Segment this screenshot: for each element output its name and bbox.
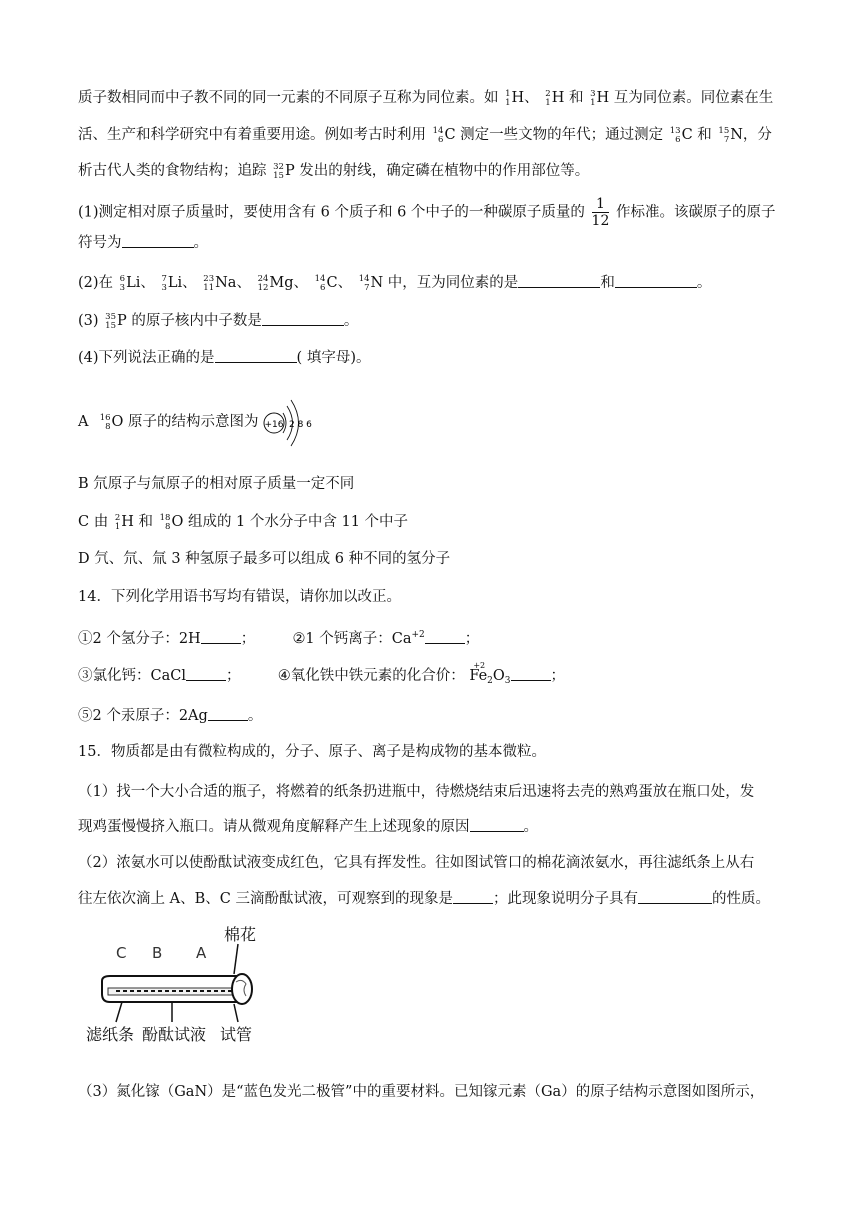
label-b: B [152, 944, 163, 962]
isotope-32p: 32 15 P 发出的射线，确定磷在植物中的作用部位等。 [273, 162, 590, 181]
oxygen-atom-structure-diagram [258, 396, 322, 450]
question-14-row-3: ⑤2 个汞原子：2Ag 。 [78, 708, 263, 724]
answer-blank[interactable] [122, 235, 194, 248]
answer-blank[interactable] [511, 668, 551, 681]
answer-blank[interactable] [215, 350, 297, 363]
question-15-part3: （3）氮化镓（GaN）是“蓝色发光二极管”中的重要材料。已知镓元素（Ga）的原子结构示意图如图所示， [78, 1084, 765, 1100]
answer-blank[interactable] [470, 819, 524, 832]
question-1-line-2: 符号为 。 [78, 235, 208, 251]
answer-blank[interactable] [453, 891, 493, 904]
isotope-1h: 1 1 H、 [505, 89, 539, 108]
question-4: (4)下列说法正确的是 ( 填字母)。 [78, 350, 371, 366]
isotope-24mg: 24 12 Mg、 [257, 274, 309, 293]
isotope-18o: 18 8 O 组成的 1 个水分子中含 11 个中子 [159, 513, 409, 532]
answer-blank[interactable] [518, 275, 600, 288]
isotope-23na: 23 11 Na、 [203, 274, 251, 293]
isotope-2h-c: 2 1 H 和 [114, 513, 154, 532]
label-filter-paper: 滤纸条 [86, 1025, 135, 1044]
nucleus-charge: +16 [264, 420, 284, 430]
isotope-35p: 35 15 P 的原子核内中子数是 [105, 312, 262, 331]
question-15-part2-line1: （2）浓氨水可以使酚酞试液变成红色，它具有挥发性。往如图试管口的棉花滴浓氨水，再往滤纸条上从右 [78, 855, 755, 871]
question-1-line-1: (1)测定相对原子质量时，要使用含有 6 个质子和 6 个中子的一种碳原子质量的 $\frac{1}{12}$ 作标准。该碳原子的原子 [78, 196, 776, 229]
label-test-tube: 试管 [220, 1025, 253, 1044]
question-15-part1-line1: （1）找一个大小合适的瓶子，将燃着的纸条扔进瓶中，待燃烧结束后迅速将去壳的熟鸡蛋放在瓶口处，发 [78, 784, 755, 800]
test-tube-figure [86, 918, 276, 1058]
answer-blank[interactable] [186, 668, 226, 681]
question-15-part2-line2: 往左依次滴上 A、B、C 三滴酚酞试液，可观察到的现象是 ；此现象说明分子具有 的性质。 [78, 891, 770, 907]
fe2o3-formula: +2 $Fe_2O_3$ [469, 661, 511, 686]
question-3: (3) 35 15 P 的原子核内中子数是 。 [78, 312, 359, 331]
label-a: A [196, 944, 207, 962]
answer-blank[interactable] [638, 891, 712, 904]
isotope-16o: 16 8 O 原子的结构示意图为 [99, 413, 259, 432]
label-cotton: 棉花 [224, 925, 257, 944]
intro-line-3: 析古代人类的食物结构；追踪 32 15 P 发出的射线，确定磷在植物中的作用部位等。 [78, 162, 590, 181]
isotope-14n: 14 7 N 中，互为同位素的是 [358, 274, 519, 293]
question-15-part1-line2: 现鸡蛋慢慢挤入瓶口。请从微观角度解释产生上述现象的原因 。 [78, 819, 538, 835]
intro-line-1: 质子数相同而中子教不同的同一元素的不同原子互称为同位素。如 1 1 H、 2 1 H 和 3 1 H 互为同位素。同位素在生 [78, 89, 774, 108]
answer-blank[interactable] [425, 631, 465, 644]
question-14-row-1: ①2 个氢分子：2H ； ②1 个钙离子：$Ca^{+2}$ ； [78, 630, 480, 647]
isotope-7li: 7 3 Li、 [161, 274, 197, 293]
option-d: D 氕、氘、氚 3 种氢原子最多可以组成 6 种不同的氢分子 [78, 551, 451, 567]
isotope-3h: 3 1 H 互为同位素。同位素在生 [590, 89, 774, 108]
isotope-13c: 13 6 C 和 [669, 126, 712, 145]
question-14-title: 14．下列化学用语书写均有错误，请你加以改正。 [78, 589, 401, 605]
intro-line-2: 活、生产和科学研究中有着重要用途。例如考古时利用 14 6 C 测定一些文物的年代；通过测定 13 6 C 和 15 7 N，分 [78, 126, 772, 145]
electron-shells: 2 8 6 [289, 420, 312, 430]
answer-blank[interactable] [201, 631, 241, 644]
label-c: C [116, 944, 127, 962]
question-14-row-2: ③氯化钙：CaCl ； ④氧化铁中铁元素的化合价： +2 $Fe_2O_3$ ； [78, 666, 565, 691]
question-15-title: 15．物质都是由有微粒构成的，分子、原子、离子是构成物的基本微粒。 [78, 744, 546, 760]
fraction-one-twelfth: $\frac{1}{12}$ [591, 196, 610, 229]
answer-blank[interactable] [262, 313, 344, 326]
option-a: A 16 8 O 原子的结构示意图为 [78, 413, 259, 432]
isotope-6li: 6 3 Li、 [119, 274, 155, 293]
isotope-15n: 15 7 N，分 [718, 126, 772, 145]
option-b: B 氘原子与氚原子的相对原子质量一定不同 [78, 476, 355, 492]
answer-blank[interactable] [615, 275, 697, 288]
isotope-14c-q2: 14 6 C、 [314, 274, 353, 293]
option-c: C 由 2 1 H 和 18 8 O 组成的 1 个水分子中含 11 个中子 [78, 513, 409, 532]
isotope-14c: 14 6 C 测定一些文物的年代；通过测定 [432, 126, 664, 145]
answer-blank[interactable] [208, 708, 248, 721]
label-phenolphthalein: 酚酞试液 [142, 1025, 207, 1044]
question-2: (2)在 6 3 Li、 7 3 Li、 23 11 Na、 24 12 Mg、 14 6 C、 14 7 N 中，互为同位素的是 和 。 [78, 274, 712, 293]
isotope-2h: 2 1 H 和 [545, 89, 584, 108]
